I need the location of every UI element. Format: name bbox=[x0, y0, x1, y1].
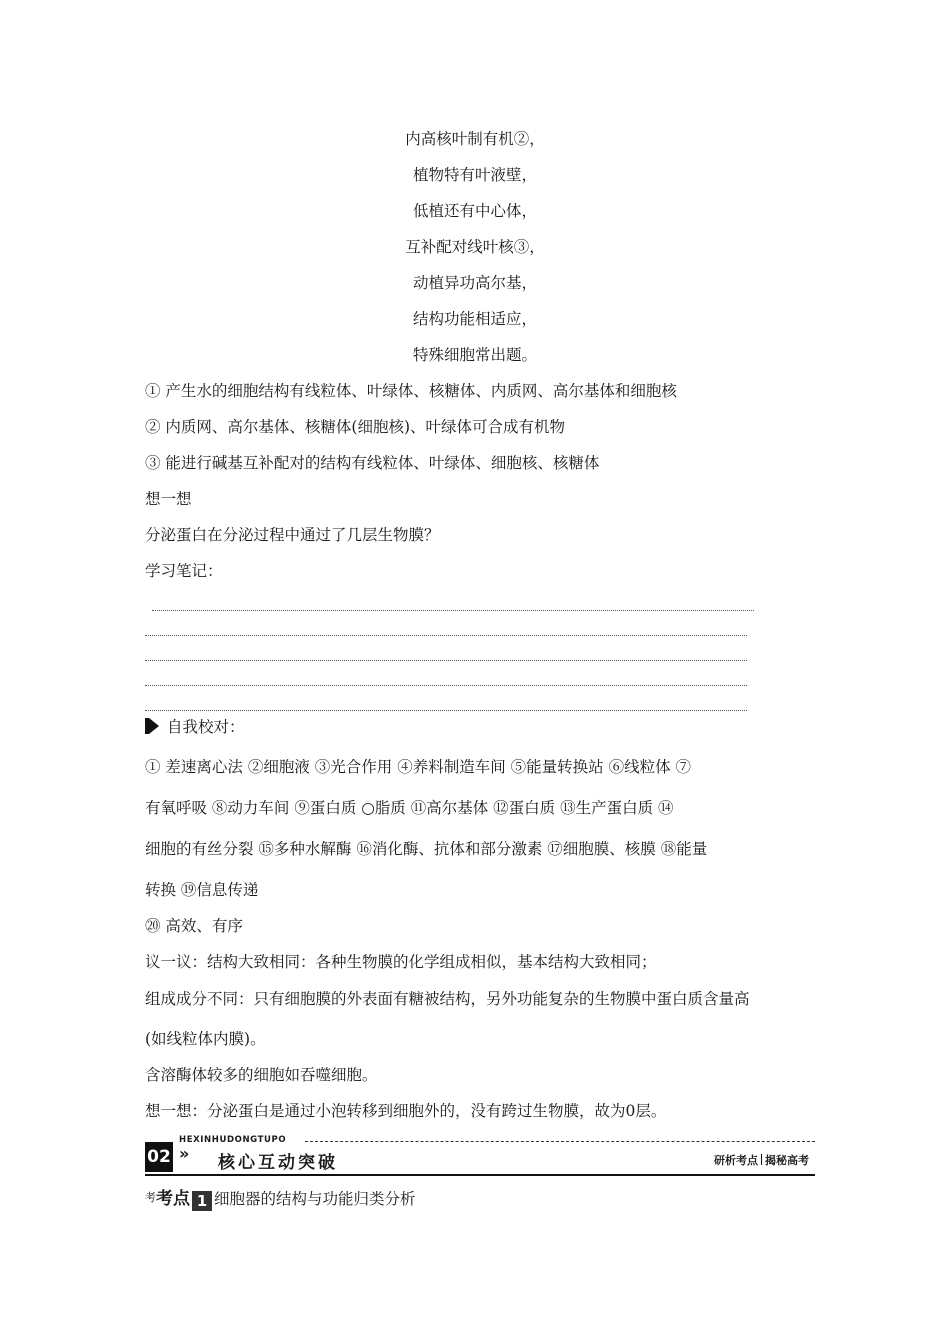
note-rule-1 bbox=[152, 610, 754, 611]
note-rule-4 bbox=[145, 685, 747, 686]
note-rule-3 bbox=[145, 660, 747, 661]
kaodian-title: 细胞器的结构与功能归类分析 bbox=[214, 1190, 416, 1208]
kaodian-number: 1 bbox=[192, 1191, 212, 1211]
note-rule-2 bbox=[145, 635, 747, 636]
double-chevron-icon: » bbox=[179, 1144, 190, 1163]
banner-title: 核心互动突破 bbox=[218, 1153, 338, 1173]
think-question: 分泌蛋白在分泌过程中通过了几层生物膜？ bbox=[145, 526, 440, 544]
answer-line-5: ⑳ 高效、有序 bbox=[145, 917, 243, 935]
note-3: ③ 能进行碱基互补配对的结构有线粒体、叶绿体、细胞核、核糖体 bbox=[145, 454, 600, 472]
section-banner bbox=[145, 1135, 815, 1178]
kaodian-heading bbox=[145, 1184, 416, 1211]
arrow-marker-icon bbox=[149, 718, 159, 734]
answer-line-3: 细胞的有丝分裂 ⑮多种水解酶 ⑯消化酶、抗体和部分激素 ⑰细胞膜、核膜 ⑱能量 bbox=[145, 840, 708, 858]
banner-tag-a: 研析考点 bbox=[714, 1154, 758, 1167]
think-heading: 想一想 bbox=[145, 490, 192, 508]
poem-line-2: 植物特有叶液壁， bbox=[412, 166, 537, 184]
poem-line-6: 结构功能相适应， bbox=[412, 310, 537, 328]
poem-line-5: 动植异功高尔基， bbox=[412, 274, 537, 292]
kaodian-label: 考点 bbox=[156, 1189, 190, 1209]
discussion-5: 想一想：分泌蛋白是通过小泡转移到细胞外的，没有跨过生物膜，故为0层。 bbox=[145, 1102, 667, 1120]
banner-underline bbox=[145, 1174, 815, 1176]
kaodian-mark: 考 bbox=[145, 1191, 156, 1204]
banner-divider bbox=[761, 1154, 762, 1165]
discussion-3: (如线粒体内膜)。 bbox=[145, 1030, 266, 1048]
discussion-1: 议一议：结构大致相同：各种生物膜的化学组成相似，基本结构大致相同； bbox=[145, 953, 657, 971]
discussion-4: 含溶酶体较多的细胞如吞噬细胞。 bbox=[145, 1066, 378, 1084]
note-2: ② 内质网、高尔基体、核糖体(细胞核)、叶绿体可合成有机物 bbox=[145, 418, 566, 436]
poem-line-3: 低植还有中心体， bbox=[412, 202, 537, 220]
self-check-heading bbox=[145, 715, 245, 737]
banner-number: 02 bbox=[145, 1142, 173, 1172]
note-rule-5 bbox=[145, 710, 747, 711]
note-1: ① 产生水的细胞结构有线粒体、叶绿体、核糖体、内质网、高尔基体和细胞核 bbox=[145, 382, 677, 400]
banner-dotted-rule bbox=[305, 1141, 815, 1142]
discussion-2: 组成成分不同：只有细胞膜的外表面有糖被结构，另外功能复杂的生物膜中蛋白质含量高 bbox=[145, 990, 750, 1008]
answer-line-4: 转换 ⑲信息传递 bbox=[145, 881, 259, 899]
answer-line-1: ① 差速离心法 ②细胞液 ③光合作用 ④养料制造车间 ⑤能量转换站 ⑥线粒体 ⑦ bbox=[145, 758, 691, 776]
poem-line-1: 内高核叶制有机②， bbox=[405, 130, 545, 148]
banner-pinyin: HEXINHUDONGTUPO bbox=[179, 1135, 287, 1145]
banner-tag-b: 揭秘高考 bbox=[765, 1154, 809, 1167]
poem-line-4: 互补配对线叶核③， bbox=[405, 238, 545, 256]
self-check-label: 自我校对： bbox=[167, 718, 245, 736]
study-notes-label: 学习笔记： bbox=[145, 562, 223, 580]
poem-line-7: 特殊细胞常出题。 bbox=[412, 346, 537, 364]
banner-tagline bbox=[714, 1152, 809, 1168]
answer-line-2: 有氧呼吸 ⑧动力车间 ⑨蛋白质 ○脂质 ⑪高尔基体 ⑫蛋白质 ⑬生产蛋白质 ⑭ bbox=[145, 799, 674, 817]
